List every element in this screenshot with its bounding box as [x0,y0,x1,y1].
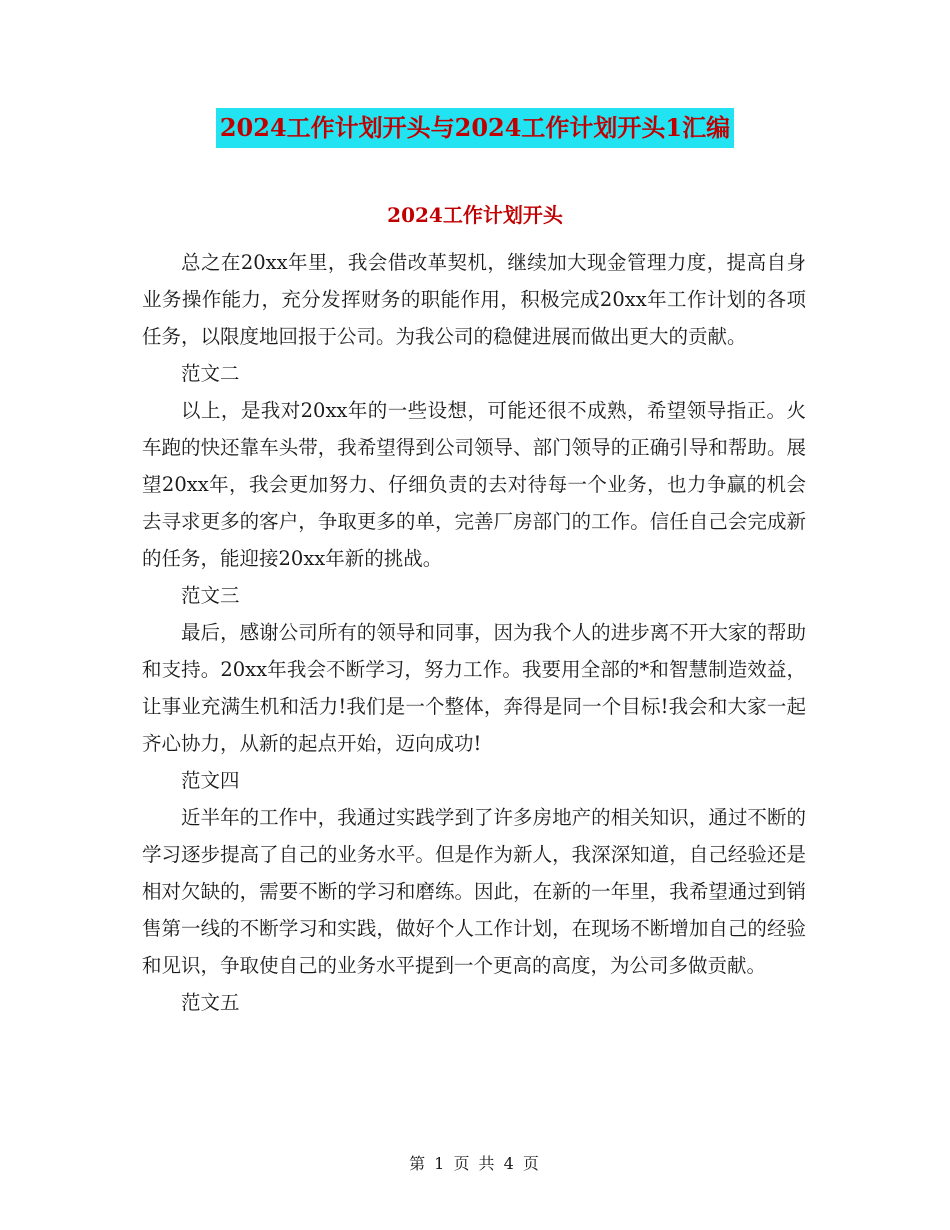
section-title: 2024工作计划开头 [387,203,563,227]
paragraph: 最后，感谢公司所有的领导和同事，因为我个人的进步离不开大家的帮助和支持。20xx年我会不断学习，努力工作。我要用全部的*和智慧制造效益，让事业充满生机和活力!我们是一个整体，奔得是同一个目标!我会和大家一起齐心协力，从新的起点开始，迈向成功! [142,621,806,755]
subheading: 范文三 [181,584,240,607]
subheading: 范文五 [181,991,240,1014]
body-content [142,244,806,1021]
document-title: 2024工作计划开头与2024工作计划开头1汇编 [216,108,734,148]
page-number-footer: 第 1 页 共 4 页 [409,1154,541,1173]
subheading: 范文二 [181,362,240,385]
paragraph: 总之在20xx年里，我会借改革契机，继续加大现金管理力度，提高自身业务操作能力，充分发挥财务的职能作用，积极完成20xx年工作计划的各项任务，以限度地回报于公司。为我公司的稳健进展而做出更大的贡献。 [142,251,806,348]
paragraph: 以上，是我对20xx年的一些设想，可能还很不成熟，希望领导指正。火车跑的快还靠车头带，我希望得到公司领导、部门领导的正确引导和帮助。展望20xx年，我会更加努力、仔细负责的去对待每一个业务，也力争赢的机会去寻求更多的客户，争取更多的单，完善厂房部门的工作。信任自己会完成新的任务，能迎接20xx年新的挑战。 [142,399,806,570]
subheading: 范文四 [181,769,240,792]
paragraph: 近半年的工作中，我通过实践学到了许多房地产的相关知识，通过不断的学习逐步提高了自己的业务水平。但是作为新人，我深深知道，自己经验还是相对欠缺的，需要不断的学习和磨练。因此，在新的一年里，我希望通过到销售第一线的不断学习和实践，做好个人工作计划，在现场不断增加自己的经验和见识，争取使自己的业务水平提到一个更高的高度，为公司多做贡献。 [142,806,806,977]
title-row [0,108,950,148]
